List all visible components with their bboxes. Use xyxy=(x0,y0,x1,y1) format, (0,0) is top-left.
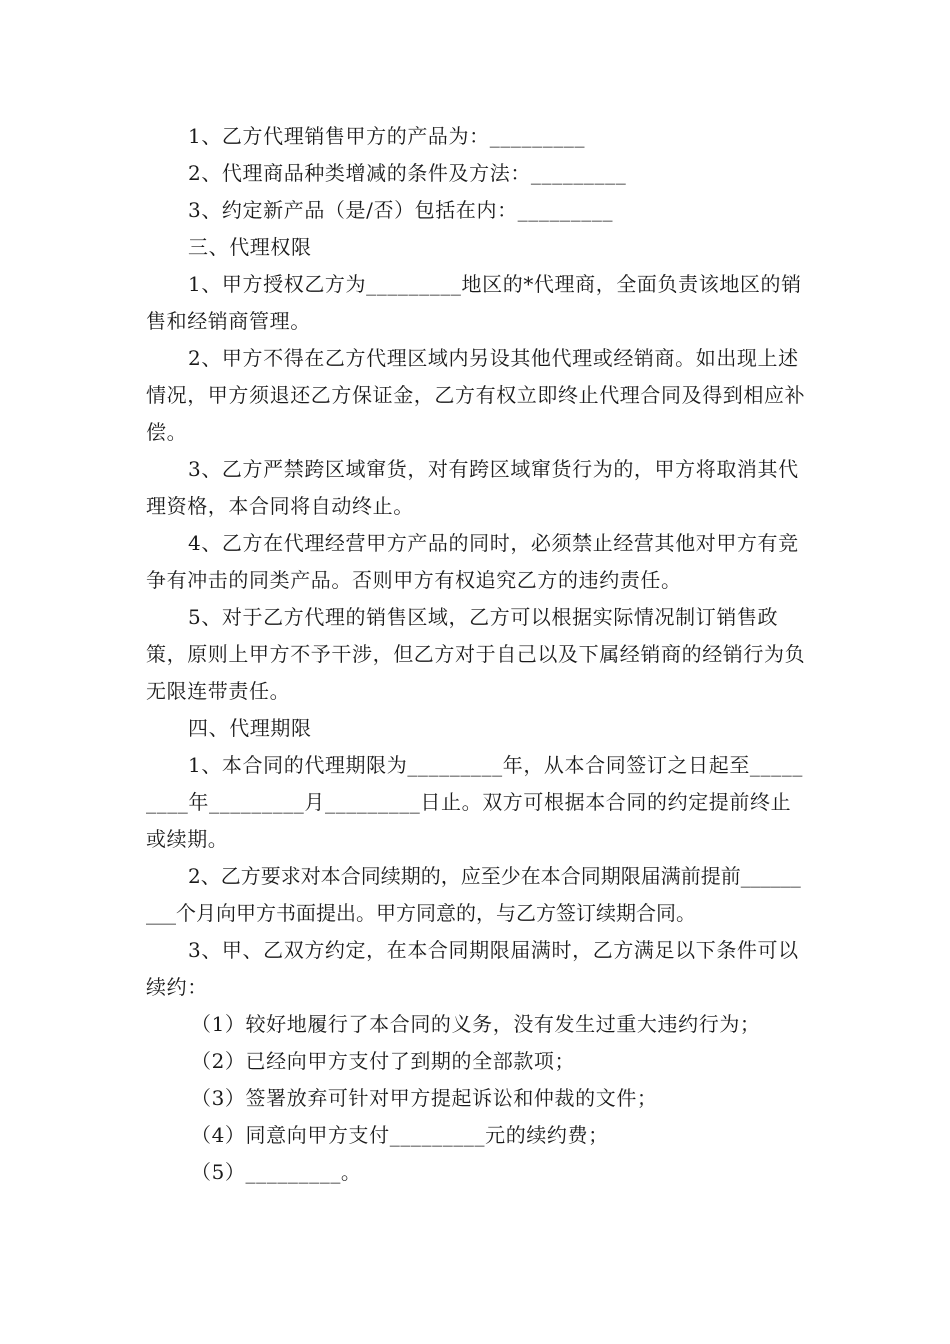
condition-item-3: （3）签署放弃可针对甲方提起诉讼和仲裁的文件； xyxy=(191,1086,658,1110)
paragraph-new-product: 3、约定新产品（是/否）包括在内：_________ xyxy=(188,198,614,222)
condition-item-1: （1）较好地履行了本合同的义务，没有发生过重大违约行为； xyxy=(191,1012,761,1036)
paragraph-authority-3: 3、乙方严禁跨区域窜货，对有跨区域窜货行为的，甲方将取消其代理资格，本合同将自动终止。 xyxy=(146,457,799,518)
paragraph-authority-1: 1、甲方授权乙方为_________地区的*代理商，全面负责该地区的销售和经销商管理。 xyxy=(146,272,802,333)
paragraph-term-1: 1、本合同的代理期限为_________年，从本合同签订之日起至_________年_________月_________日止。双方可根据本合同的约定提前终止或续期。 xyxy=(146,753,803,851)
section-heading-authority: 三、代理权限 xyxy=(188,235,312,259)
paragraph-authority-4: 4、乙方在代理经营甲方产品的同时，必须禁止经营其他对甲方有竞争有冲击的同类产品。否则甲方有权追究乙方的违约责任。 xyxy=(146,531,799,592)
contract-body xyxy=(146,118,810,1191)
condition-item-5: （5）_________。 xyxy=(191,1160,362,1184)
condition-item-2: （2）已经向甲方支付了到期的全部款项； xyxy=(191,1049,576,1073)
paragraph-product: 1、乙方代理销售甲方的产品为：_________ xyxy=(188,124,586,148)
paragraph-term-3: 3、甲、乙双方约定，在本合同期限届满时，乙方满足以下条件可以续约： xyxy=(146,938,799,999)
paragraph-category-change: 2、代理商品种类增减的条件及方法：_________ xyxy=(188,161,627,185)
paragraph-authority-2: 2、甲方不得在乙方代理区域内另设其他代理或经销商。如出现上述情况，甲方须退还乙方保证金，乙方有权立即终止代理合同及得到相应补偿。 xyxy=(146,346,806,444)
section-heading-term: 四、代理期限 xyxy=(188,716,312,740)
condition-item-4: （4）同意向甲方支付_________元的续约费； xyxy=(191,1123,609,1147)
paragraph-term-2: 2、乙方要求对本合同续期的，应至少在本合同期限届满前提前_________个月向甲方书面提出。甲方同意的，与乙方签订续期合同。 xyxy=(146,864,801,925)
paragraph-authority-5: 5、对于乙方代理的销售区域，乙方可以根据实际情况制订销售政策，原则上甲方不予干涉，但乙方对于自己以及下属经销商的经销行为负无限连带责任。 xyxy=(146,605,806,703)
